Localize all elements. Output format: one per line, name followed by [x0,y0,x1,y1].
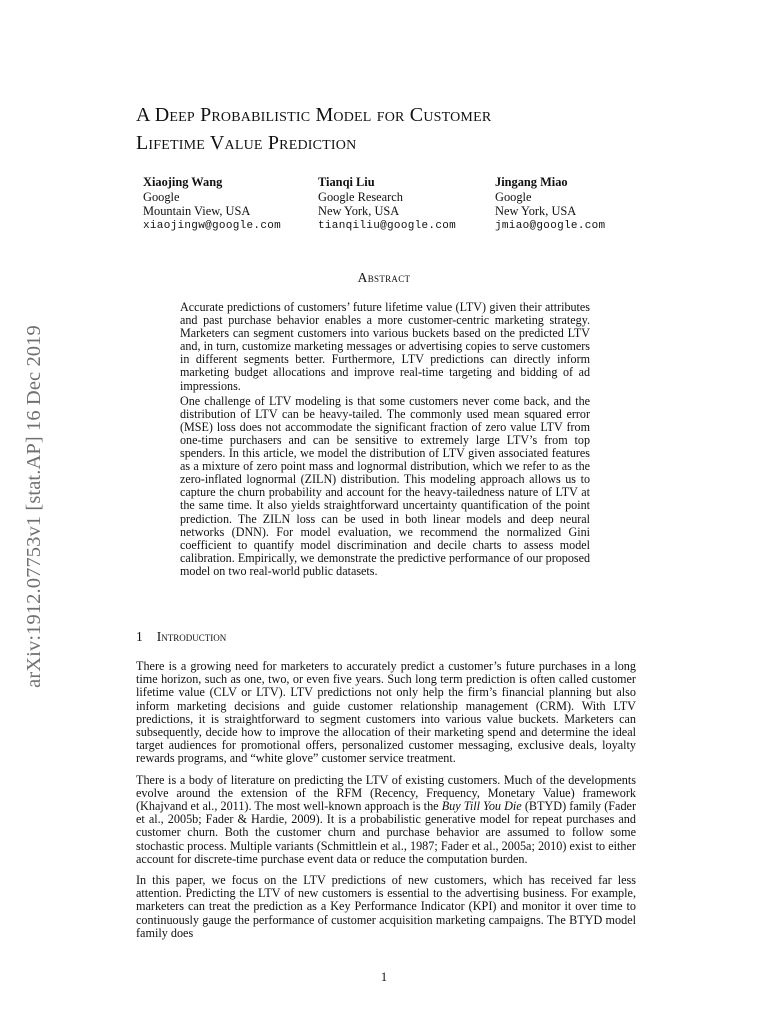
arxiv-identifier[interactable]: arXiv:1912.07753v1 [stat.AP] 16 Dec 2019 [22,324,45,688]
section-title: Introduction [156,629,227,644]
author-email[interactable]: xiaojingw@google.com [143,219,282,232]
title-line-1: A Deep Probabilistic Model for Customer [136,104,492,126]
intro-paragraph-3: In this paper, we focus on the LTV predictions of new customers, which has received far less attention. Predicting the LTV of new customers is essential to the advertising business. For example, marketers can treat the prediction as a Key Performance Indicator (KPI) and monitor it over time to continuously gauge the performance of customer acquisition marketing campaigns. The BTYD model family does [136,873,636,940]
intro-paragraph-2-part-1: There is a body of literature on predicting the LTV of existing customers. Much of the developments evolve around the extension of the RFM (Recency, Frequency, Monetary Value) framework (Khajvand et al., 2011). The most well-known approach is the [136,772,636,814]
intro-paragraph-1: There is a growing need for marketers to accurately predict a customer’s future purchases in a long time horizon, such as one, two, or even five years. Such long term prediction is often called customer lifetime value (CLV or LTV). LTV predictions not only help the firm’s financial planning but also inform marketing decisions and guide customer relationship management (CRM). With LTV predictions, it is straightforward to segment customers into various value buckets. Marketers can subsequently, decide how to improve the allocation of their marketing spend and determine the ideal target audiences for promotional offers, personalized customer messaging, exclusive deals, loyalty rewards programs, and “white glove” customer service treatment. [136,659,636,766]
paper-title [136,101,656,157]
introduction-body [136,660,636,948]
author-block [143,175,643,235]
abstract-body [180,301,590,580]
author-name: Jingang Miao [495,175,568,189]
section-heading-introduction [136,629,226,645]
author-name: Xiaojing Wang [143,175,223,189]
intro-paragraph-2 [136,774,636,866]
author-location: New York, USA [318,204,400,218]
page-number: 1 [380,970,388,984]
author-name: Tianqi Liu [318,175,375,189]
arxiv-side-stamp [14,272,54,740]
author-affiliation: Google [143,189,180,204]
author-email[interactable]: tianqiliu@google.com [318,219,457,232]
abstract-paragraph-1: Accurate predictions of customers’ future lifetime value (LTV) given their attributes and past purchase behavior enables a more customer-centric marketing strategy. Marketers can segment customers into various buckets based on the predicted LTV and, in turn, customize marketing messages or advertising copies to serve customers in different segments better. Furthermore, LTV predictions can directly inform marketing budget allocations and improve real-time targeting and bidding of ad impressions. [180,300,590,393]
abstract-paragraph-2: One challenge of LTV modeling is that some customers never come back, and the distribution of LTV can be heavy-tailed. The commonly used mean squared error (MSE) loss does not accommodate the significant fraction of zero value LTV from one-time purchasers and can be sensitive to extremely large LTV’s from top spenders. In this article, we model the distribution of LTV given associated features as a mixture of zero point mass and lognormal distribution, which we refer to as the zero-inflated lognormal (ZILN) distribution. This modeling approach allows us to capture the churn probability and account for the heavy-tailedness nature of LTV at the same time. It also yields straightforward uncertainty quantification of the point prediction. The ZILN loss can be used in both linear models and deep neural networks (DNN). For model evaluation, we recommend the normalized Gini coefficient to quantify model discrimination and decile charts to assess model calibration. Empirically, we demonstrate the predictive performance of our proposed model on two real-world public datasets. [180,393,590,578]
author-email[interactable]: jmiao@google.com [495,219,606,232]
title-line-2: Lifetime Value Prediction [136,132,357,154]
author-location: Mountain View, USA [143,204,251,218]
abstract-heading: Abstract [357,270,411,285]
author-location: New York, USA [495,204,577,218]
author-3 [495,175,605,233]
author-2 [318,175,456,233]
author-affiliation: Google [495,189,532,204]
section-number: 1 [136,629,143,644]
intro-paragraph-2-part-2: (BTYD) family (Fader et al., 2005b; Fader & Hardie, 2009). It is a probabilistic generative model for repeat purchases and customer churn. Both the customer churn and purchase behavior are assumed to follow some stochastic process. Multiple variants (Schmittlein et al., 1987; Fader et al., 2005a; 2010) exist to either account for discrete-time purchase event data or reduce the computation burden. [136,799,637,866]
btyd-emphasis: Buy Till You Die [441,799,522,814]
author-1 [143,175,281,233]
author-affiliation: Google Research [318,189,403,204]
